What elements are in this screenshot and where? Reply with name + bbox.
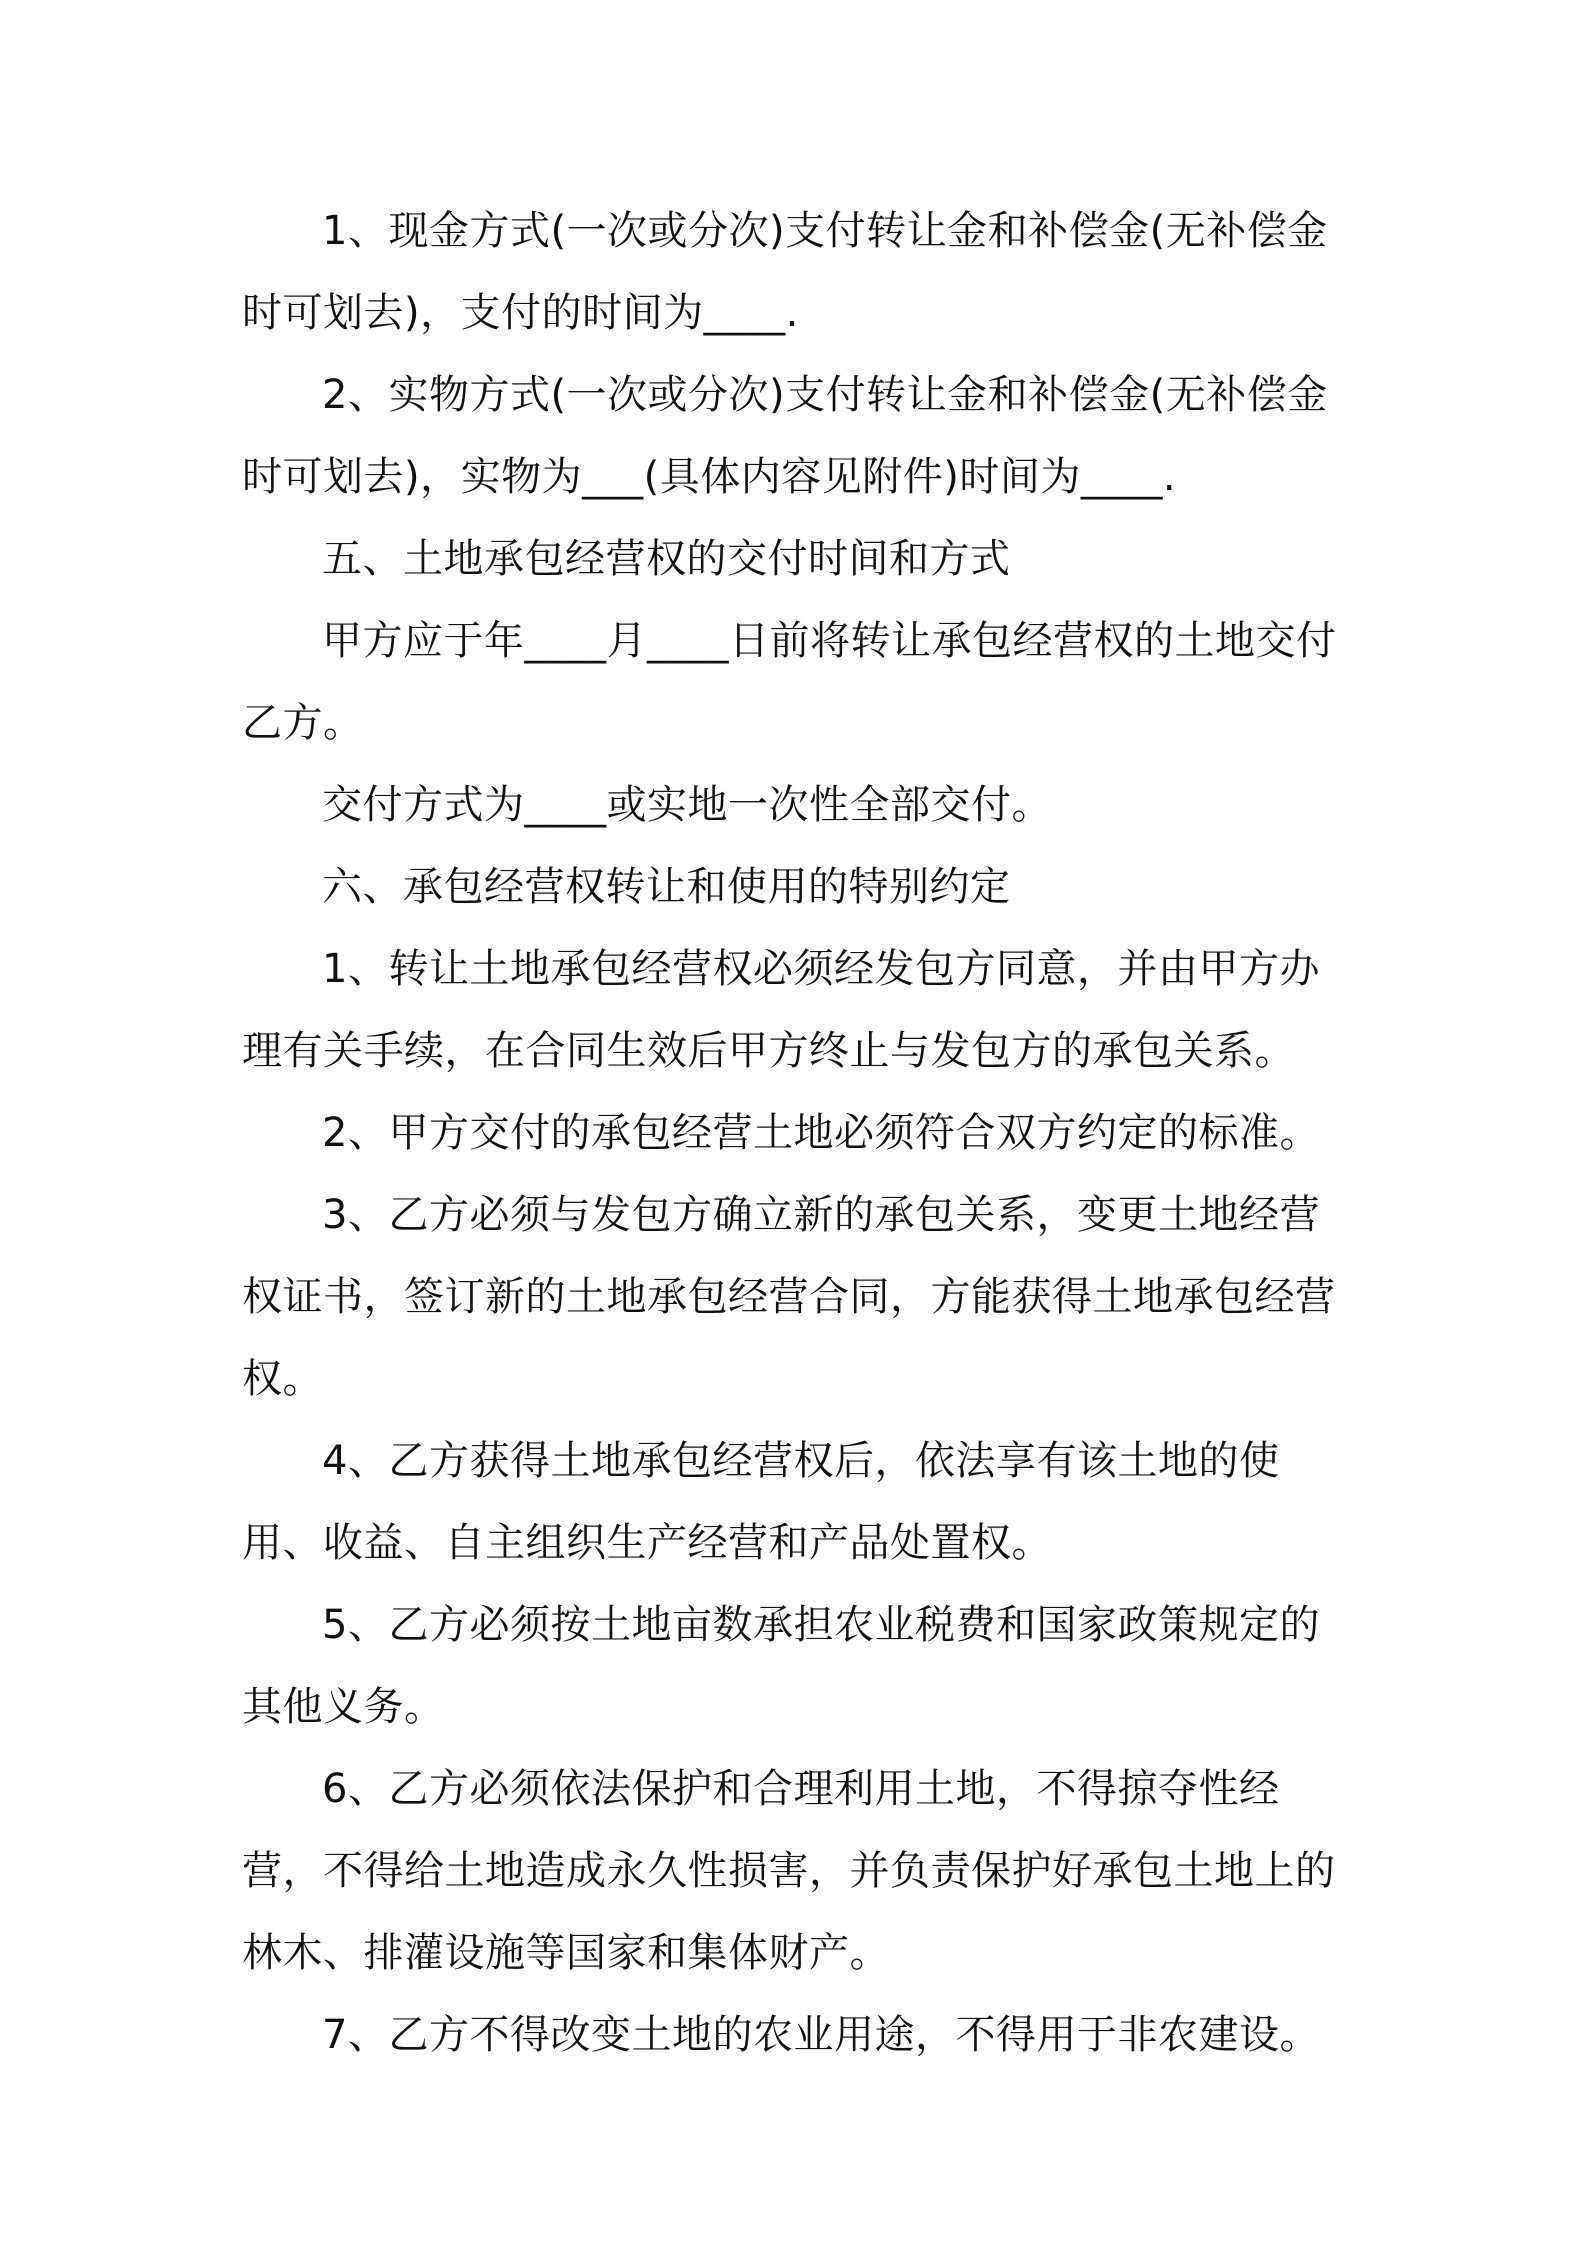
paragraph-payment-in-kind: 2、实物方式(一次或分次)支付转让金和补偿金(无补偿金时可划去)，实物为___(具体内容见附件)时间为____.	[242, 372, 1328, 500]
paragraph-term-3: 3、乙方必须与发包方确立新的承包关系，变更土地经营权证书，签订新的土地承包经营合同，方能获得土地承包经营权。	[242, 1192, 1336, 1402]
paragraph-term-7: 7、乙方不得改变土地的农业用途，不得用于非农建设。	[322, 2012, 1320, 2058]
paragraph-term-1: 1、转让土地承包经营权必须经发包方同意，并由甲方办理有关手续，在合同生效后甲方终止与发包方的承包关系。	[242, 946, 1320, 1074]
section-heading-delivery: 五、土地承包经营权的交付时间和方式	[322, 536, 1011, 582]
paragraph-delivery-date: 甲方应于年____月____日前将转让承包经营权的土地交付乙方。	[242, 618, 1337, 746]
paragraph-payment-cash: 1、现金方式(一次或分次)支付转让金和补偿金(无补偿金时可划去)，支付的时间为____.	[242, 208, 1328, 336]
paragraph-delivery-method: 交付方式为____或实地一次性全部交付。	[322, 782, 1052, 828]
section-heading-special-terms: 六、承包经营权转让和使用的特别约定	[322, 864, 1011, 910]
document-body	[242, 190, 1350, 2076]
paragraph-term-6: 6、乙方必须依法保护和合理利用土地，不得掠夺性经营，不得给土地造成永久性损害，并负责保护好承包土地上的林木、排灌设施等国家和集体财产。	[242, 1766, 1336, 1976]
paragraph-term-5: 5、乙方必须按土地亩数承担农业税费和国家政策规定的其他义务。	[242, 1602, 1320, 1730]
paragraph-term-4: 4、乙方获得土地承包经营权后，依法享有该土地的使用、收益、自主组织生产经营和产品处置权。	[242, 1438, 1280, 1566]
paragraph-term-2: 2、甲方交付的承包经营土地必须符合双方约定的标准。	[322, 1110, 1320, 1156]
